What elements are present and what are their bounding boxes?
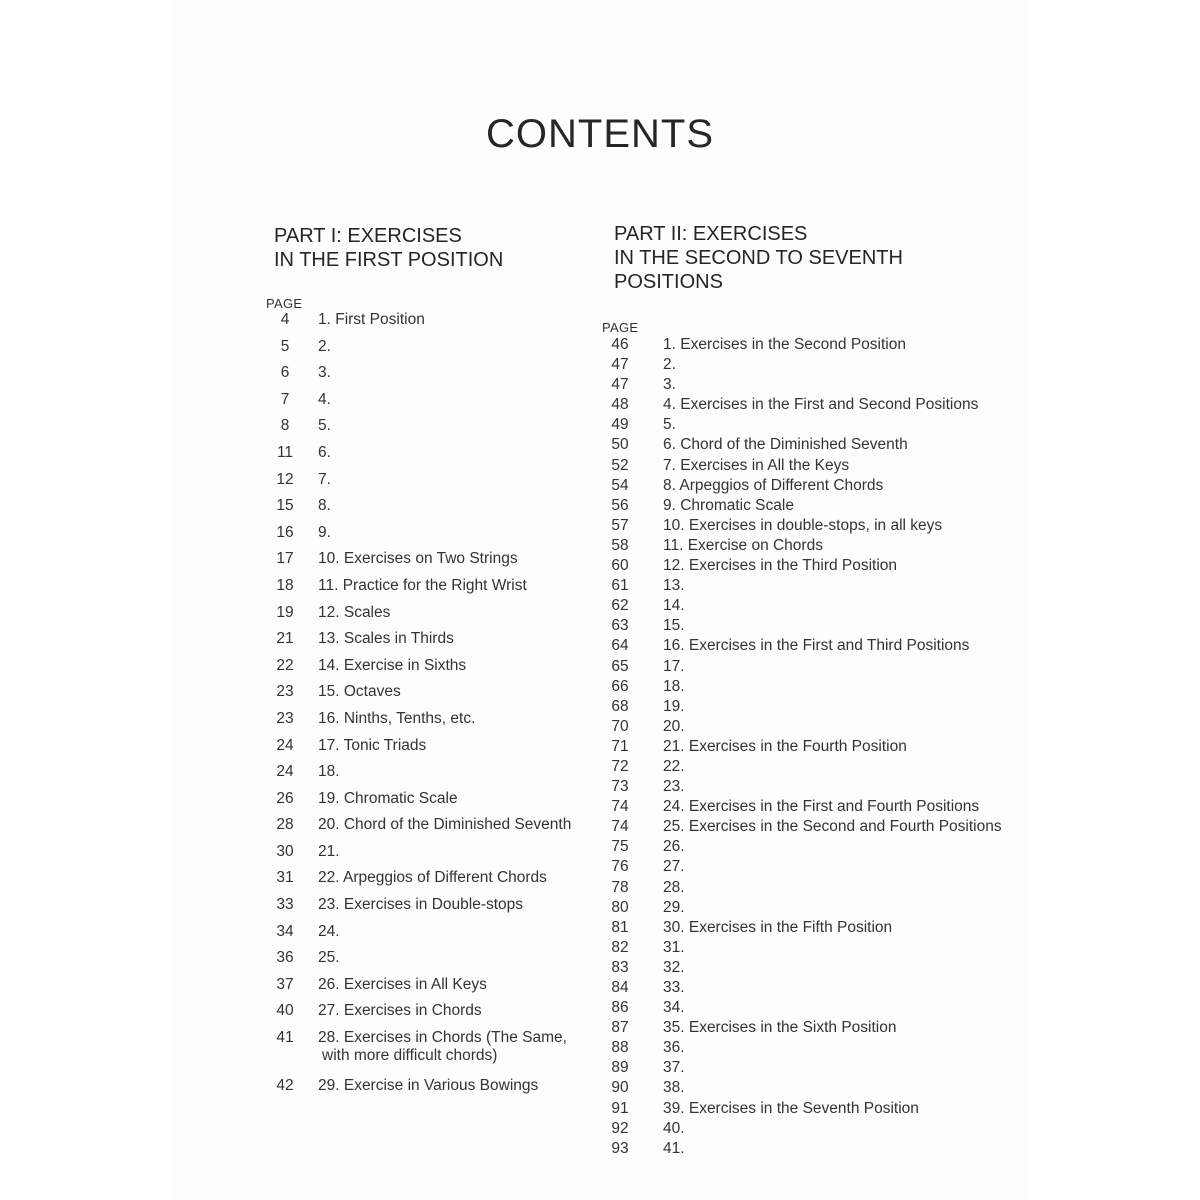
toc-entry-title-block: [318, 657, 466, 675]
toc-entry-title: 20.: [663, 717, 685, 735]
toc-entry-title-block: [663, 576, 685, 596]
toc-entry-page: 83: [611, 958, 629, 976]
toc-entry-page: 34: [276, 922, 294, 940]
toc-entry-title: 31.: [663, 938, 685, 956]
toc-entry-title-block: [663, 1038, 685, 1058]
part-two-page-label: PAGE: [602, 320, 639, 335]
part-two-heading-line1: PART II: EXERCISES: [614, 223, 808, 245]
toc-entry-title: 13. Scales in Thirds: [318, 630, 454, 648]
toc-entry-title-block: [318, 604, 390, 622]
toc-entry-title: 1. First Position: [318, 311, 425, 328]
toc-entry-page: 76: [611, 858, 629, 876]
toc-entry-title-block: [663, 335, 906, 355]
toc-entry-title-block: [663, 636, 969, 656]
toc-entry-page: 21: [276, 630, 294, 648]
toc-entry-title-block: [663, 1099, 919, 1119]
toc-entry-title: 4. Exercises in the First and Second Positions: [663, 396, 979, 414]
toc-entry-title: 7. Exercises in All the Keys: [663, 456, 850, 474]
toc-entry: [262, 550, 562, 577]
toc-entry-title-block: [663, 737, 907, 757]
toc-entry-title: 14. Exercise in Sixths: [318, 656, 467, 674]
toc-entry-page: 82: [611, 938, 629, 956]
toc-entry-page: 62: [611, 597, 629, 615]
toc-entry-title-block: [318, 976, 487, 994]
toc-entry-title-block: [663, 496, 794, 516]
toc-entry: [262, 338, 562, 365]
toc-entry-title-block: [663, 516, 942, 536]
toc-entry-title-block: [663, 1119, 685, 1139]
toc-entry: [602, 1078, 1002, 1098]
toc-entry-page: 93: [611, 1139, 629, 1157]
toc-entry-title-block: [663, 978, 685, 998]
toc-entry: [602, 616, 1002, 636]
toc-entry-title: 11. Exercise on Chords: [663, 536, 823, 554]
toc-entry-title: 28.: [663, 878, 685, 896]
toc-entry-page: 36: [276, 949, 294, 967]
toc-entry-page: 52: [611, 456, 629, 474]
toc-entry-title-block: [318, 737, 426, 755]
toc-entry-title: 2.: [318, 337, 331, 355]
toc-entry-page: 56: [611, 496, 629, 514]
toc-entry: [602, 857, 1002, 877]
toc-entry-title: 29.: [663, 898, 685, 916]
toc-entry-title-block: [663, 898, 685, 918]
toc-entry: [262, 763, 562, 790]
toc-entry: [262, 896, 562, 923]
toc-entry-title-block: [318, 763, 340, 781]
toc-entry: [602, 998, 1002, 1018]
part-one-heading-line2: IN THE FIRST POSITION: [274, 249, 504, 271]
toc-entry-title: 9. Chromatic Scale: [663, 496, 794, 514]
toc-entry-title: 5.: [318, 417, 331, 435]
toc-entry: [262, 976, 562, 1003]
toc-entry: [262, 524, 562, 551]
toc-entry-page: 61: [611, 577, 629, 595]
toc-entry-title: 22.: [663, 757, 685, 775]
toc-entry-title-block: [663, 616, 685, 636]
toc-entry-title: 34.: [663, 999, 685, 1017]
toc-entry-title-block: [663, 1139, 685, 1159]
toc-entry-title: 24. Exercises in the First and Fourth Positions: [663, 798, 980, 816]
toc-entry-title-block: [318, 869, 547, 887]
toc-entry-title: 23. Exercises in Double-stops: [318, 896, 524, 914]
toc-entry-title: 12. Exercises in the Third Position: [663, 557, 898, 575]
part-one-page-label: PAGE: [266, 296, 303, 311]
toc-entry-title-block: [663, 777, 685, 797]
toc-entry-title-block: [318, 1029, 567, 1065]
toc-entry-title-block: [663, 677, 685, 697]
toc-entry-page: 72: [611, 757, 629, 775]
toc-entry: [602, 415, 1002, 435]
toc-entry-title: 27. Exercises in Chords: [318, 1002, 482, 1020]
toc-entry-title-block: [663, 1078, 685, 1098]
toc-entry-page: 22: [276, 656, 294, 674]
toc-entry-title-block: [318, 710, 475, 728]
toc-entry: [262, 710, 562, 737]
toc-entry: [262, 311, 562, 338]
toc-entry-title: 18.: [318, 763, 340, 781]
toc-entry-page: 6: [280, 364, 290, 382]
toc-entry-page: 87: [611, 1019, 629, 1037]
toc-entry-title-block: [318, 1077, 538, 1095]
toc-entry-title-block: [663, 857, 685, 877]
toc-entry: [602, 435, 1002, 455]
toc-entry: [602, 1018, 1002, 1038]
toc-entry-title-block: [318, 630, 454, 648]
toc-entry-page: 49: [611, 416, 629, 434]
page-title: CONTENTS: [486, 112, 714, 156]
toc-entry-title-block: [663, 918, 892, 938]
toc-entry-title: 28. Exercises in Chords (The Same,: [318, 1029, 567, 1047]
toc-entry-page: 11: [276, 443, 294, 461]
toc-entry: [602, 737, 1002, 757]
toc-entry-title-continuation: with more difficult chords): [322, 1047, 498, 1065]
toc-entry-title-block: [663, 797, 979, 817]
toc-entry-title: 19.: [663, 697, 685, 715]
toc-entry: [602, 898, 1002, 918]
toc-entry: [262, 816, 572, 843]
toc-entry-page: 18: [276, 576, 294, 594]
toc-entry-title: 25. Exercises in the Second and Fourth Positions: [663, 818, 1002, 836]
toc-entry-page: 7: [280, 390, 290, 408]
toc-entry-title-block: [318, 896, 523, 914]
toc-entry-page: 74: [611, 798, 629, 816]
toc-entry-page: 86: [611, 999, 629, 1017]
toc-entry: [262, 843, 562, 870]
toc-entry-title: 36.: [663, 1039, 685, 1057]
toc-entry-title-block: [663, 958, 685, 978]
toc-entry-title: 39. Exercises in the Seventh Position: [663, 1099, 919, 1117]
part-one-entry-list: [262, 311, 572, 1104]
toc-entry-page: 46: [611, 336, 629, 353]
toc-entry-title-block: [663, 1058, 685, 1078]
toc-entry-page: 89: [611, 1059, 629, 1077]
toc-entry-title-block: [663, 395, 978, 415]
toc-entry: [262, 869, 562, 896]
toc-entry-title-block: [318, 338, 331, 356]
toc-entry: [262, 1077, 562, 1104]
toc-entry-page: 24: [276, 763, 294, 781]
toc-entry-page: 73: [611, 778, 629, 796]
toc-entry: [602, 697, 1002, 717]
toc-entry-title-block: [318, 497, 331, 515]
toc-entry-title: 27.: [663, 858, 685, 876]
part-two-heading: [614, 222, 1002, 294]
toc-entry: [262, 391, 562, 418]
toc-entry-title-block: [663, 456, 849, 476]
toc-entry-page: 84: [611, 979, 629, 996]
toc-entry-title: 24.: [318, 922, 340, 940]
toc-entry-title: 26.: [663, 838, 685, 856]
toc-entry-page: 8: [280, 417, 290, 435]
toc-entry-title-block: [663, 556, 897, 576]
toc-entry-page: 12: [276, 470, 294, 488]
toc-entry-page: 65: [611, 657, 629, 675]
toc-entry-title-block: [318, 550, 518, 568]
toc-entry-page: 81: [611, 918, 629, 936]
toc-entry: [602, 1038, 1002, 1058]
toc-entry: [602, 777, 1002, 797]
toc-entry-title-block: [663, 817, 1002, 837]
toc-entry-title: 30. Exercises in the Fifth Position: [663, 918, 893, 936]
toc-entry-title: 9.: [318, 523, 331, 541]
toc-entry-page: 75: [611, 838, 629, 856]
toc-entry-title: 40.: [663, 1119, 685, 1137]
toc-entry-page: 23: [276, 683, 294, 701]
toc-entry-title-block: [663, 536, 823, 556]
part-two-heading-line2: IN THE SECOND TO SEVENTH POSITIONS: [614, 247, 903, 293]
toc-entry: [602, 556, 1002, 576]
toc-entry: [262, 577, 562, 604]
toc-entry: [602, 797, 1002, 817]
toc-entry-title-block: [663, 1018, 896, 1038]
toc-entry-page: 70: [611, 717, 629, 735]
toc-entry-title: 8.: [318, 497, 331, 515]
toc-entry-title-block: [663, 435, 908, 455]
toc-entry-title: 13.: [663, 577, 685, 595]
toc-entry: [602, 837, 1002, 857]
toc-entry-title-block: [663, 837, 685, 857]
toc-entry-page: 58: [611, 536, 629, 554]
toc-entry-title-block: [318, 444, 331, 462]
toc-entry: [262, 604, 562, 631]
toc-entry-page: 90: [611, 1079, 629, 1097]
toc-entry-title-block: [663, 878, 685, 898]
toc-entry-page: 74: [611, 818, 629, 836]
toc-entry-page: 54: [611, 476, 629, 494]
toc-entry: [262, 417, 562, 444]
toc-entry-page: 47: [611, 376, 629, 394]
toc-entry-page: 33: [276, 896, 294, 914]
toc-entry-page: 23: [276, 709, 294, 727]
toc-entry-title: 29. Exercise in Various Bowings: [318, 1077, 539, 1095]
toc-entry: [602, 958, 1002, 978]
toc-entry-title: 5.: [663, 416, 676, 434]
toc-entry-page: 60: [611, 557, 629, 575]
toc-entry-title-block: [318, 790, 458, 808]
toc-entry-page: 28: [276, 816, 294, 834]
toc-entry-page: 26: [276, 789, 294, 807]
toc-entry-title: 10. Exercises in double-stops, in all keys: [663, 516, 943, 534]
toc-entry: [602, 1058, 1002, 1078]
toc-entry-page: 19: [276, 603, 294, 621]
toc-entry-page: 42: [276, 1077, 294, 1095]
toc-entry: [602, 576, 1002, 596]
toc-entry-page: 31: [276, 869, 294, 887]
toc-entry-title: 21.: [318, 842, 340, 860]
toc-entry: [602, 757, 1002, 777]
toc-entry: [602, 496, 1002, 516]
toc-entry-page: 78: [611, 878, 629, 896]
toc-entry-page: 41: [276, 1029, 294, 1047]
toc-entry: [602, 456, 1002, 476]
toc-entry-title: 11. Practice for the Right Wrist: [318, 576, 527, 594]
toc-entry: [262, 630, 562, 657]
part-one-column: [262, 224, 572, 1104]
toc-entry-page: 64: [611, 637, 629, 655]
toc-entry: [602, 1119, 1002, 1139]
toc-entry: [602, 636, 1002, 656]
toc-entry: [602, 395, 1002, 415]
toc-entry-title: 35. Exercises in the Sixth Position: [663, 1019, 897, 1037]
toc-entry-title: 38.: [663, 1079, 685, 1097]
toc-entry-page: 50: [611, 436, 629, 454]
toc-entry: [262, 737, 562, 764]
toc-entry-title-block: [663, 476, 883, 496]
toc-entry-page: 30: [276, 842, 294, 860]
toc-entry-page: 92: [611, 1119, 629, 1137]
toc-entry: [602, 817, 1002, 837]
toc-entry: [602, 978, 1002, 998]
toc-entry: [602, 375, 1002, 395]
toc-entry-title-block: [663, 717, 685, 737]
toc-entry-title: 33.: [663, 979, 685, 996]
toc-entry: [262, 790, 562, 817]
toc-entry: [262, 949, 562, 976]
toc-entry: [602, 938, 1002, 958]
toc-entry-title-block: [663, 415, 676, 435]
toc-entry-page: 68: [611, 697, 629, 715]
toc-entry-title-block: [663, 697, 685, 717]
toc-entry: [262, 471, 562, 498]
toc-entry-title: 20. Chord of the Diminished Seventh: [318, 816, 572, 834]
toc-entry-title: 3.: [318, 364, 331, 382]
toc-entry-title: 12. Scales: [318, 603, 391, 621]
toc-entry-title: 15.: [663, 617, 685, 635]
toc-entry-page: 37: [276, 975, 294, 993]
toc-entry-title-block: [318, 391, 331, 409]
toc-entry-page: 63: [611, 617, 629, 635]
toc-entry: [602, 677, 1002, 697]
toc-entry-page: 5: [280, 337, 290, 355]
toc-entry: [262, 923, 562, 950]
toc-entry-title-block: [318, 311, 425, 329]
toc-entry-title-block: [318, 417, 331, 435]
toc-entry-title: 14.: [663, 597, 685, 615]
toc-entry-title: 22. Arpeggios of Different Chords: [318, 869, 547, 887]
toc-entry-title: 37.: [663, 1059, 685, 1077]
toc-entry-page: 40: [276, 1002, 294, 1020]
toc-entry-title-block: [318, 524, 331, 542]
toc-entry-title-block: [318, 364, 331, 382]
toc-entry-title-block: [318, 923, 340, 941]
part-two-column: [602, 222, 1002, 1159]
part-two-entry-list: [602, 335, 1002, 1159]
toc-entry: [262, 364, 562, 391]
toc-entry: [262, 1002, 562, 1029]
toc-entry-page: 91: [611, 1099, 629, 1117]
toc-entry-title-block: [318, 1002, 482, 1020]
toc-entry-title: 2.: [663, 356, 676, 374]
toc-entry-page: 24: [276, 736, 294, 754]
toc-entry-title-block: [318, 577, 527, 595]
part-one-heading: [274, 224, 562, 272]
toc-entry-title: 17.: [663, 657, 685, 675]
toc-entry-title: 16. Exercises in the First and Third Positions: [663, 637, 970, 655]
toc-entry: [262, 497, 562, 524]
toc-entry-title-block: [663, 757, 685, 777]
toc-entry-title: 15. Octaves: [318, 683, 401, 701]
toc-entry-title: 17. Tonic Triads: [318, 736, 427, 754]
toc-entry-title: 21. Exercises in the Fourth Position: [663, 737, 907, 755]
toc-entry-title-block: [663, 998, 685, 1018]
toc-entry: [602, 355, 1002, 375]
toc-entry-title: 26. Exercises in All Keys: [318, 975, 487, 993]
part-one-heading-line1: PART I: EXERCISES: [274, 225, 462, 247]
toc-entry-title-block: [318, 471, 331, 489]
toc-entry: [602, 516, 1002, 536]
toc-entry-title-block: [318, 843, 340, 861]
toc-entry-title: 3.: [663, 376, 676, 394]
toc-entry-title-block: [318, 949, 340, 967]
toc-entry: [262, 683, 562, 710]
toc-entry: [602, 657, 1002, 677]
toc-entry: [602, 918, 1002, 938]
toc-entry-title: 19. Chromatic Scale: [318, 789, 458, 807]
toc-entry: [262, 657, 562, 684]
toc-entry: [602, 1139, 1002, 1159]
toc-entry: [262, 1029, 567, 1077]
toc-entry: [602, 596, 1002, 616]
toc-entry-title: 4.: [318, 390, 331, 408]
toc-entry-title-block: [318, 683, 401, 701]
toc-entry-title: 7.: [318, 470, 331, 488]
toc-entry-title: 32.: [663, 958, 685, 976]
toc-entry-title-block: [663, 375, 676, 395]
toc-entry: [602, 1099, 1002, 1119]
toc-entry-title: 25.: [318, 949, 340, 967]
toc-entry-page: 16: [276, 523, 294, 541]
toc-entry: [602, 878, 1002, 898]
toc-entry-title: 16. Ninths, Tenths, etc.: [318, 709, 476, 727]
toc-entry-title: 8. Arpeggios of Different Chords: [663, 476, 884, 494]
toc-entry-title: 6.: [318, 443, 331, 461]
toc-entry-title-block: [663, 938, 685, 958]
toc-entry: [602, 717, 1002, 737]
toc-entry-page: 4: [280, 311, 290, 328]
toc-entry-title-block: [663, 596, 685, 616]
toc-entry-page: 47: [611, 356, 629, 374]
toc-entry-page: 17: [276, 550, 294, 568]
toc-entry-title: 10. Exercises on Two Strings: [318, 550, 518, 568]
toc-entry-page: 48: [611, 396, 629, 414]
toc-entry-page: 71: [611, 737, 629, 755]
toc-entry-page: 88: [611, 1039, 629, 1057]
toc-entry: [262, 444, 562, 471]
toc-entry-title-block: [663, 355, 676, 375]
toc-entry-page: 15: [276, 497, 294, 515]
toc-entry: [602, 476, 1002, 496]
toc-entry: [602, 536, 1002, 556]
toc-entry: [602, 335, 1002, 355]
toc-entry-title: 18.: [663, 677, 685, 695]
toc-entry-title: 41.: [663, 1139, 685, 1157]
toc-entry-title: 23.: [663, 778, 685, 796]
toc-entry-page: 80: [611, 898, 629, 916]
toc-entry-title-block: [318, 816, 571, 834]
toc-entry-title: 6. Chord of the Diminished Seventh: [663, 436, 908, 454]
toc-entry-title-block: [663, 657, 685, 677]
toc-entry-page: 57: [611, 516, 629, 534]
toc-entry-title: 1. Exercises in the Second Position: [663, 336, 906, 353]
toc-entry-page: 66: [611, 677, 629, 695]
